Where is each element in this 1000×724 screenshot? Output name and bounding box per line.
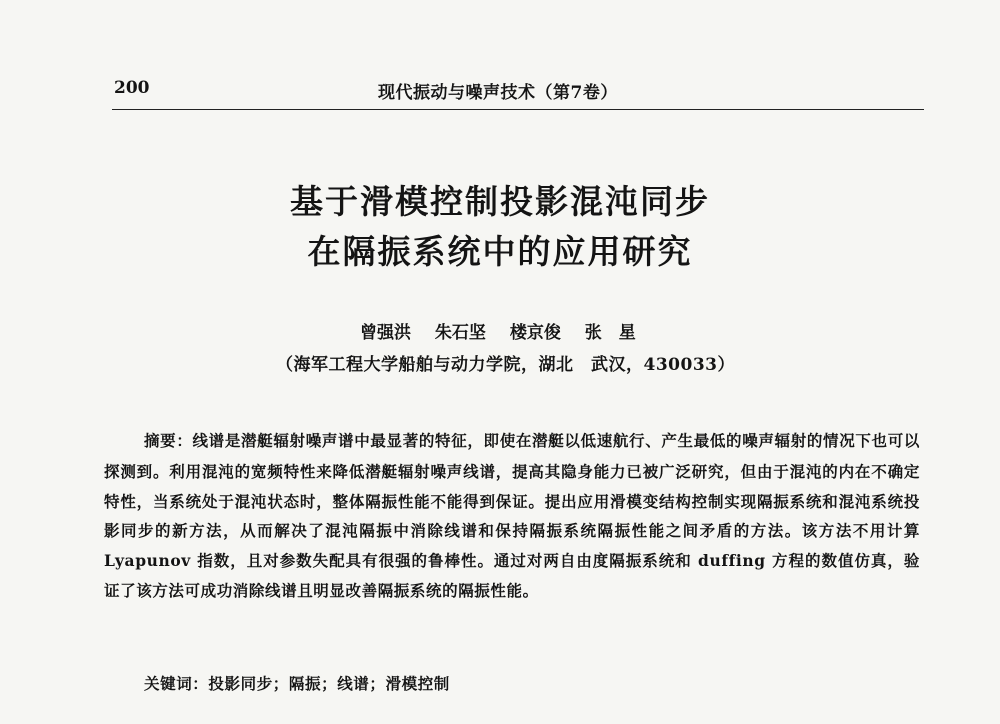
author: 曾强洪: [360, 323, 411, 343]
keywords-text: 投影同步；隔振；线谱；滑模控制: [208, 674, 450, 693]
keywords: [144, 672, 450, 694]
affiliation: （海军工程大学船舶与动力学院，湖北 武汉，430033）: [276, 355, 735, 375]
paper-title-line-2: 在隔振系统中的应用研究: [307, 232, 693, 271]
paper-title-line-1: 基于滑模控制投影混沌同步: [290, 182, 710, 221]
author: 张 星: [584, 323, 636, 343]
header-rule: [112, 109, 924, 110]
author: 朱石坚: [434, 323, 486, 343]
abstract-text: 线谱是潜艇辐射噪声谱中最显著的特征，即使在潜艇以低速航行、产生最低的噪声辐射的情况下也可以探测到。利用混沌的宽频特性来降低潜艇辐射噪声线谱，提高其隐身能力已被广泛研究，但由于混沌的内在不确定特性，当系统处于混沌状态时，整体隔振性能不能得到保证。提出应用滑模变结构控制实现隔振系统和混沌系统投影同步的新方法，从而解决了混沌隔振中消除线谱和保持隔振系统隔振性能之间矛盾的方法。该方法不用计算 Lyapunov 指数，且对参数失配具有很强的鲁棒性。通过对两自由度隔振系统和 duffing 方程的数值仿真，验证了该方法可成功消除线谱且明显改善隔振系统的隔振性能。: [104, 431, 920, 600]
author: 楼京俊: [509, 323, 561, 343]
abstract: [104, 426, 920, 606]
page-number: 200: [114, 78, 150, 98]
keywords-label: 关键词：: [144, 675, 209, 693]
running-head: 现代振动与噪声技术（第7卷）: [378, 83, 618, 103]
abstract-label: 摘要：: [144, 432, 193, 450]
author-list: [360, 318, 654, 343]
